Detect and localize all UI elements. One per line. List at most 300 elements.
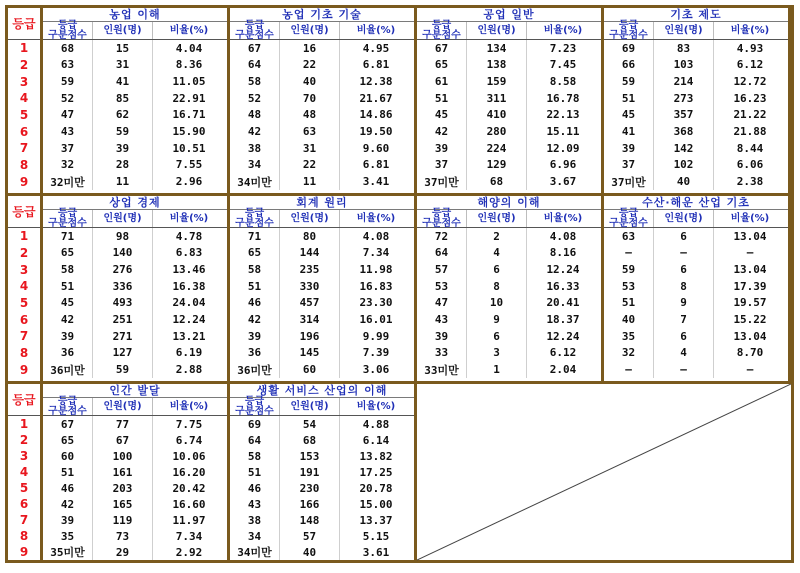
score-cell: 53 [604,278,654,295]
ratio-cell: 6.19 [175,346,203,360]
table-row [604,361,788,378]
count-cell: 73 [93,528,153,544]
ratio-cell: 8.36 [175,58,203,72]
ratio-cell: 5.15 [362,529,390,543]
subject-title: 생활 서비스 산업의 이해 [230,384,414,398]
table-row [417,361,601,378]
table-row [230,416,414,432]
score-cell: 34 [230,157,280,174]
grade-number: 2 [19,245,29,260]
count-header: 인원(명) [93,398,153,415]
count-cell: 6 [654,261,714,278]
table-row [230,157,414,174]
ratio-cell: 6.12 [549,346,577,360]
count-cell: 166 [280,496,340,512]
grade-number: 8 [19,157,29,172]
table-row [230,361,414,378]
count-cell: 271 [93,328,153,345]
table-row [604,173,788,190]
table-row [43,361,227,378]
count-header: 인원(명) [654,22,714,39]
score-cell: 64 [230,57,280,74]
score-cell: 58 [230,448,280,464]
table-row [230,544,414,560]
column-header-row [43,207,227,229]
subject-title: 인간 발달 [43,384,227,398]
grade-number: 1 [19,417,29,431]
ratio-cell: 13.04 [733,263,767,277]
count-cell: 59 [93,123,153,140]
table-row [417,328,601,345]
score-cell: 36 [230,345,280,362]
grade-number: 8 [19,345,29,360]
score-cell: 42 [417,123,467,140]
ratio-cell: 13.37 [359,513,393,527]
table-row [230,73,414,90]
score-cell: 32미만 [43,173,93,190]
ratio-cell: 17.25 [359,465,393,479]
count-cell: 98 [93,228,153,245]
ratio-cell: 16.83 [359,279,393,293]
grade-number: 4 [19,279,29,294]
score-cell: 39 [604,140,654,157]
count-cell: 134 [467,40,527,57]
grade-column [8,384,43,563]
ratio-cell: 8.58 [549,75,577,89]
count-cell: 3 [467,345,527,362]
ratio-cell: 2.92 [175,545,203,559]
grade-number: 3 [19,449,29,463]
score-header: 등급 구분점수 [230,22,280,39]
table-row [43,448,227,464]
count-cell: 273 [654,90,714,107]
ratio-cell: 12.24 [172,313,206,327]
score-cell: 39 [43,328,93,345]
table-row [230,40,414,57]
table-row [417,173,601,190]
table-row [43,416,227,432]
score-cell: 39 [417,140,467,157]
ratio-cell: 20.42 [172,481,206,495]
count-cell: 357 [654,107,714,124]
subject-table [417,8,604,193]
score-cell: 37미만 [604,173,654,190]
score-cell: 45 [43,295,93,312]
table-row [43,107,227,124]
subject-table [230,384,417,563]
score-cell: 59 [604,73,654,90]
ratio-cell: 15.22 [733,313,767,327]
column-header-row [417,19,601,41]
ratio-cell: 7.55 [175,158,203,172]
ratio-cell: 13.21 [172,329,206,343]
table-row [43,512,227,528]
ratio-cell: 6.74 [175,433,203,447]
score-cell: 37 [43,140,93,157]
ratio-cell: 22.13 [546,108,580,122]
grade-number: 6 [19,497,29,511]
table-row [43,40,227,57]
table-row [417,107,601,124]
ratio-cell: 4.08 [549,229,577,243]
ratio-cell: 10.06 [172,449,206,463]
ratio-header: 비율(%) [730,24,770,36]
table-row [43,90,227,107]
ratio-cell: 20.78 [359,481,393,495]
count-cell: 8 [467,278,527,295]
band-2 [8,193,791,381]
grade-number: 7 [19,513,29,527]
ratio-cell: 22.91 [172,91,206,105]
score-cell: 66 [604,57,654,74]
grade-number: 9 [19,545,29,559]
ratio-header: 비율(%) [730,212,770,224]
table-row [230,528,414,544]
subject-table [43,8,230,193]
column-header-row [230,207,414,229]
count-cell: 148 [280,512,340,528]
empty-cell-diagonal [417,384,791,563]
score-cell: 67 [43,416,93,432]
score-cell: 71 [43,228,93,245]
count-cell: 9 [654,295,714,312]
table-row [604,245,788,262]
score-cell: 45 [417,107,467,124]
table-row [43,57,227,74]
table-row [604,345,788,362]
grade-header: 등급 [8,384,40,416]
score-cell: 38 [230,140,280,157]
count-cell: 230 [280,480,340,496]
ratio-cell: — [746,246,754,260]
table-row [417,261,601,278]
score-cell: 48 [230,107,280,124]
table-row [604,73,788,90]
count-cell: 119 [93,512,153,528]
ratio-cell: 15.11 [546,125,580,139]
count-cell: 15 [93,40,153,57]
table-row [230,480,414,496]
count-cell: 10 [467,295,527,312]
ratio-cell: 14.86 [359,108,393,122]
table-row [417,73,601,90]
score-cell: 34미만 [230,544,280,560]
ratio-cell: 2.38 [736,175,764,189]
table-row [604,278,788,295]
ratio-cell: 7.34 [175,529,203,543]
count-cell: 80 [280,228,340,245]
ratio-header: 비율(%) [356,212,396,224]
table-row [230,278,414,295]
score-cell: 51 [43,278,93,295]
count-cell: 85 [93,90,153,107]
subject-table [417,196,604,381]
table-row [43,480,227,496]
table-row [417,345,601,362]
ratio-cell: 16.20 [172,465,206,479]
score-cell: 58 [43,261,93,278]
score-cell: 37미만 [417,173,467,190]
score-cell: 51 [230,464,280,480]
count-header: 인원(명) [280,398,340,415]
count-cell: 140 [93,245,153,262]
count-header: 인원(명) [654,210,714,227]
count-cell: 159 [467,73,527,90]
subject-title: 상업 경제 [43,196,227,210]
ratio-cell: 3.06 [362,363,390,377]
ratio-cell: 11.97 [172,513,206,527]
ratio-header: 비율(%) [169,212,209,224]
diagonal-line [417,384,791,560]
score-cell: 51 [604,295,654,312]
ratio-cell: 16.71 [172,108,206,122]
score-cell: 41 [604,123,654,140]
grade-number: 5 [19,481,29,495]
score-header: 등급 구분점수 [230,210,280,227]
subject-title: 공업 일반 [417,8,601,22]
ratio-cell: 13.04 [733,229,767,243]
ratio-cell: 3.61 [362,545,390,559]
count-cell: 4 [467,245,527,262]
ratio-cell: 7.39 [362,346,390,360]
table-row [604,57,788,74]
ratio-cell: 3.67 [549,175,577,189]
score-cell: 51 [43,464,93,480]
score-cell: 38 [230,512,280,528]
table-row [43,173,227,190]
score-header: 등급 구분점수 [417,22,467,39]
count-cell: 22 [280,157,340,174]
table-row [230,57,414,74]
ratio-cell: 4.08 [362,229,390,243]
score-header: 등급 구분점수 [43,210,93,227]
count-header: 인원(명) [467,22,527,39]
ratio-cell: 4.93 [736,41,764,55]
count-cell: 48 [280,107,340,124]
score-cell: 65 [417,57,467,74]
ratio-cell: 21.67 [359,91,393,105]
count-cell: 6 [654,328,714,345]
score-cell: — [604,361,654,378]
ratio-cell: 16.33 [546,279,580,293]
grade-number: 9 [19,362,29,377]
grade-number: 5 [19,107,29,122]
score-cell: 42 [43,496,93,512]
count-cell: 9 [467,311,527,328]
table-row [43,157,227,174]
ratio-cell: 12.38 [359,75,393,89]
table-row [230,432,414,448]
count-cell: 67 [93,432,153,448]
count-cell: 314 [280,311,340,328]
score-header: 등급 구분점수 [43,398,93,415]
score-cell: 36미만 [43,361,93,378]
table-row [230,496,414,512]
score-cell: 59 [604,261,654,278]
ratio-cell: 20.41 [546,296,580,310]
grade-number: 6 [19,124,29,139]
count-header: 인원(명) [280,22,340,39]
subject-table [604,196,791,381]
table-row [604,123,788,140]
score-cell: 36 [43,345,93,362]
count-cell: — [654,361,714,378]
ratio-cell: 21.22 [733,108,767,122]
table-row [417,40,601,57]
count-cell: 235 [280,261,340,278]
score-header: 등급 구분점수 [604,22,654,39]
grade-number: 7 [19,141,29,156]
score-cell: 42 [230,123,280,140]
ratio-cell: 16.60 [172,497,206,511]
table-row [230,90,414,107]
table-row [43,228,227,245]
grade-number: 9 [19,174,29,189]
subject-table [43,196,230,381]
count-cell: 57 [280,528,340,544]
count-cell: 6 [654,228,714,245]
ratio-cell: 11.05 [172,75,206,89]
table-row [417,57,601,74]
score-cell: 32 [43,157,93,174]
ratio-cell: 6.14 [362,433,390,447]
score-cell: 46 [230,295,280,312]
count-cell: 191 [280,464,340,480]
count-cell: 40 [280,544,340,560]
count-cell: 493 [93,295,153,312]
grade-header: 등급 [8,8,40,40]
ratio-cell: 6.81 [362,58,390,72]
count-cell: 224 [467,140,527,157]
column-header-row [417,207,601,229]
table-row [43,278,227,295]
score-cell: 72 [417,228,467,245]
count-cell: 103 [654,57,714,74]
subject-title: 수산·해운 산업 기초 [604,196,788,210]
count-cell: 68 [280,432,340,448]
table-row [604,40,788,57]
score-cell: 34 [230,528,280,544]
subject-title: 농업 기초 기술 [230,8,414,22]
grade-column [8,196,43,381]
ratio-cell: 4.04 [175,41,203,55]
ratio-cell: 6.06 [736,158,764,172]
ratio-header: 비율(%) [356,400,396,412]
score-cell: — [604,245,654,262]
column-header-row [230,19,414,41]
ratio-cell: 16.01 [359,313,393,327]
count-cell: 54 [280,416,340,432]
table-row [417,228,601,245]
table-row [43,528,227,544]
ratio-cell: 6.83 [175,246,203,260]
score-header: 등급 구분점수 [43,22,93,39]
count-cell: 22 [280,57,340,74]
table-row [604,261,788,278]
score-cell: 43 [43,123,93,140]
score-cell: 53 [417,278,467,295]
ratio-cell: 16.38 [172,279,206,293]
count-cell: 165 [93,496,153,512]
score-cell: 64 [417,245,467,262]
score-cell: 39 [417,328,467,345]
count-cell: 59 [93,361,153,378]
score-cell: 43 [417,311,467,328]
count-cell: 138 [467,57,527,74]
table-row [230,107,414,124]
table-row [43,544,227,560]
grade-number: 4 [19,465,29,479]
grade-number: 3 [19,74,29,89]
score-cell: 33 [417,345,467,362]
ratio-header: 비율(%) [543,24,583,36]
ratio-cell: 4.78 [175,229,203,243]
table-row [417,278,601,295]
ratio-cell: 7.23 [549,41,577,55]
ratio-cell: 2.96 [175,175,203,189]
ratio-cell: 12.24 [546,329,580,343]
table-row [43,140,227,157]
count-cell: 60 [280,361,340,378]
score-cell: 51 [604,90,654,107]
score-cell: 58 [230,261,280,278]
ratio-cell: 18.37 [546,313,580,327]
ratio-cell: 8.44 [736,141,764,155]
count-cell: 83 [654,40,714,57]
count-cell: 368 [654,123,714,140]
score-cell: 63 [43,57,93,74]
score-cell: 61 [417,73,467,90]
ratio-cell: 13.82 [359,449,393,463]
count-cell: — [654,245,714,262]
table-row [43,432,227,448]
count-cell: 11 [93,173,153,190]
ratio-cell: 23.30 [359,296,393,310]
score-cell: 65 [43,245,93,262]
score-cell: 42 [43,311,93,328]
score-cell: 52 [43,90,93,107]
count-cell: 7 [654,311,714,328]
count-cell: 62 [93,107,153,124]
grade-number: 2 [19,433,29,447]
table-row [417,245,601,262]
table-row [43,245,227,262]
score-header: 등급 구분점수 [604,210,654,227]
ratio-cell: 24.04 [172,296,206,310]
table-row [43,295,227,312]
grade-number: 1 [19,229,29,244]
table-row [604,140,788,157]
count-header: 인원(명) [467,210,527,227]
count-cell: 196 [280,328,340,345]
table-row [230,261,414,278]
count-cell: 129 [467,157,527,174]
ratio-cell: 12.72 [733,75,767,89]
count-cell: 251 [93,311,153,328]
grade-number: 8 [19,529,29,543]
ratio-cell: 9.99 [362,329,390,343]
table-row [604,157,788,174]
count-cell: 144 [280,245,340,262]
count-header: 인원(명) [93,210,153,227]
grade-number: 6 [19,312,29,327]
column-header-row [604,207,788,229]
ratio-cell: 16.23 [733,91,767,105]
table-row [604,107,788,124]
count-cell: 330 [280,278,340,295]
column-header-row [43,19,227,41]
grade-number: 7 [19,329,29,344]
